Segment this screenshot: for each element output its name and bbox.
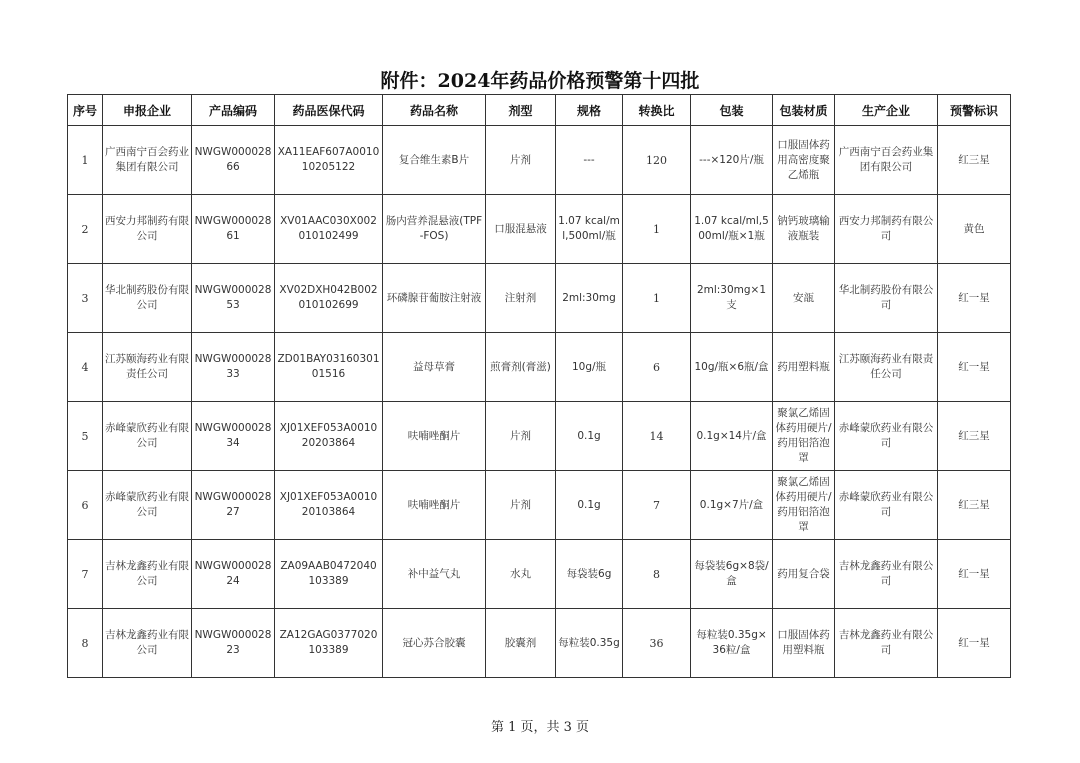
cell-ratio: 8 [623, 540, 691, 609]
page-title: 附件：2024年药品价格预警第十四批 [380, 70, 700, 92]
cell-spec: 2ml:30mg [556, 264, 623, 333]
cell-material: 聚氯乙烯固体药用硬片/药用铝箔泡罩 [773, 402, 835, 471]
cell-drug-name: 呋喃唑酮片 [383, 471, 486, 540]
cell-product-code: NWGW00002833 [192, 333, 275, 402]
header-applicant: 申报企业 [103, 95, 192, 126]
cell-package: 10g/瓶×6瓶/盒 [691, 333, 773, 402]
cell-applicant: 广西南宁百会药业集团有限公司 [103, 126, 192, 195]
cell-applicant: 赤峰蒙欣药业有限公司 [103, 402, 192, 471]
cell-applicant: 西安力邦制药有限公司 [103, 195, 192, 264]
cell-applicant: 吉林龙鑫药业有限公司 [103, 540, 192, 609]
cell-drug-name: 补中益气丸 [383, 540, 486, 609]
table-row [68, 126, 1011, 195]
cell-dosage-form: 片剂 [486, 471, 556, 540]
cell-insurance-code: XV01AAC030X002010102499 [275, 195, 383, 264]
cell-package: 2ml:30mg×1支 [691, 264, 773, 333]
cell-warning: 红一星 [938, 333, 1011, 402]
header-warning: 预警标识 [938, 95, 1011, 126]
cell-dosage-form: 口服混悬液 [486, 195, 556, 264]
cell-insurance-code: XJ01XEF053A001020103864 [275, 471, 383, 540]
header-row [68, 95, 1011, 126]
cell-product-code: NWGW00002824 [192, 540, 275, 609]
cell-drug-name: 肠内营养混悬液(TPF-FOS) [383, 195, 486, 264]
cell-no: 8 [68, 609, 103, 678]
cell-spec: 0.1g [556, 402, 623, 471]
cell-package: 0.1g×7片/盒 [691, 471, 773, 540]
header-no: 序号 [68, 95, 103, 126]
cell-material: 口服固体药用塑料瓶 [773, 609, 835, 678]
cell-manufacturer: 吉林龙鑫药业有限公司 [835, 540, 938, 609]
cell-no: 2 [68, 195, 103, 264]
cell-product-code: NWGW00002853 [192, 264, 275, 333]
cell-ratio: 14 [623, 402, 691, 471]
table-row [68, 333, 1011, 402]
cell-drug-name: 复合维生素B片 [383, 126, 486, 195]
cell-applicant: 江苏颐海药业有限责任公司 [103, 333, 192, 402]
cell-spec: 0.1g [556, 471, 623, 540]
cell-package: 每袋装6g×8袋/盒 [691, 540, 773, 609]
cell-dosage-form: 水丸 [486, 540, 556, 609]
cell-drug-name: 益母草膏 [383, 333, 486, 402]
cell-spec: 每袋装6g [556, 540, 623, 609]
cell-no: 5 [68, 402, 103, 471]
cell-no: 7 [68, 540, 103, 609]
table-row [68, 402, 1011, 471]
cell-insurance-code: ZA12GAG0377020103389 [275, 609, 383, 678]
cell-material: 药用塑料瓶 [773, 333, 835, 402]
cell-dosage-form: 胶囊剂 [486, 609, 556, 678]
cell-drug-name: 环磷腺苷葡胺注射液 [383, 264, 486, 333]
table-row [68, 264, 1011, 333]
page-footer: 第 1 页，共 3 页 [490, 720, 590, 735]
cell-product-code: NWGW00002823 [192, 609, 275, 678]
cell-manufacturer: 广西南宁百会药业集团有限公司 [835, 126, 938, 195]
cell-ratio: 1 [623, 195, 691, 264]
cell-material: 口服固体药用高密度聚乙烯瓶 [773, 126, 835, 195]
table-row [68, 540, 1011, 609]
cell-manufacturer: 吉林龙鑫药业有限公司 [835, 609, 938, 678]
cell-dosage-form: 煎膏剂(膏滋) [486, 333, 556, 402]
cell-ratio: 36 [623, 609, 691, 678]
cell-material: 药用复合袋 [773, 540, 835, 609]
cell-dosage-form: 片剂 [486, 402, 556, 471]
cell-ratio: 6 [623, 333, 691, 402]
cell-ratio: 1 [623, 264, 691, 333]
header-material: 包装材质 [773, 95, 835, 126]
header-ratio: 转换比 [623, 95, 691, 126]
header-package: 包装 [691, 95, 773, 126]
header-dosage-form: 剂型 [486, 95, 556, 126]
cell-warning: 红一星 [938, 609, 1011, 678]
table-row [68, 609, 1011, 678]
cell-insurance-code: XA11EAF607A001010205122 [275, 126, 383, 195]
cell-no: 1 [68, 126, 103, 195]
cell-insurance-code: XV02DXH042B002010102699 [275, 264, 383, 333]
header-drug-name: 药品名称 [383, 95, 486, 126]
cell-product-code: NWGW00002861 [192, 195, 275, 264]
warning-table [67, 94, 1011, 678]
cell-material: 聚氯乙烯固体药用硬片/药用铝箔泡罩 [773, 471, 835, 540]
header-spec: 规格 [556, 95, 623, 126]
cell-drug-name: 冠心苏合胶囊 [383, 609, 486, 678]
cell-insurance-code: ZD01BAY0316030101516 [275, 333, 383, 402]
header-insurance-code: 药品医保代码 [275, 95, 383, 126]
cell-drug-name: 呋喃唑酮片 [383, 402, 486, 471]
cell-spec: --- [556, 126, 623, 195]
table-row [68, 471, 1011, 540]
header-product-code: 产品编码 [192, 95, 275, 126]
cell-warning: 黄色 [938, 195, 1011, 264]
cell-applicant: 华北制药股份有限公司 [103, 264, 192, 333]
cell-package: 每粒装0.35g×36粒/盒 [691, 609, 773, 678]
cell-insurance-code: ZA09AAB0472040103389 [275, 540, 383, 609]
cell-manufacturer: 赤峰蒙欣药业有限公司 [835, 402, 938, 471]
cell-material: 安瓿 [773, 264, 835, 333]
cell-warning: 红三星 [938, 471, 1011, 540]
cell-no: 6 [68, 471, 103, 540]
cell-ratio: 7 [623, 471, 691, 540]
cell-spec: 每粒装0.35g [556, 609, 623, 678]
cell-product-code: NWGW00002834 [192, 402, 275, 471]
cell-ratio: 120 [623, 126, 691, 195]
cell-dosage-form: 注射剂 [486, 264, 556, 333]
cell-package: 0.1g×14片/盒 [691, 402, 773, 471]
cell-no: 3 [68, 264, 103, 333]
cell-no: 4 [68, 333, 103, 402]
cell-insurance-code: XJ01XEF053A001020203864 [275, 402, 383, 471]
cell-warning: 红一星 [938, 540, 1011, 609]
cell-warning: 红一星 [938, 264, 1011, 333]
header-manufacturer: 生产企业 [835, 95, 938, 126]
cell-material: 钠钙玻璃输液瓶装 [773, 195, 835, 264]
cell-manufacturer: 赤峰蒙欣药业有限公司 [835, 471, 938, 540]
cell-warning: 红三星 [938, 402, 1011, 471]
cell-applicant: 吉林龙鑫药业有限公司 [103, 609, 192, 678]
cell-dosage-form: 片剂 [486, 126, 556, 195]
cell-package: ---×120片/瓶 [691, 126, 773, 195]
cell-warning: 红三星 [938, 126, 1011, 195]
table-row [68, 195, 1011, 264]
cell-product-code: NWGW00002866 [192, 126, 275, 195]
cell-manufacturer: 华北制药股份有限公司 [835, 264, 938, 333]
cell-package: 1.07 kcal/ml,500ml/瓶×1瓶 [691, 195, 773, 264]
cell-spec: 10g/瓶 [556, 333, 623, 402]
cell-manufacturer: 西安力邦制药有限公司 [835, 195, 938, 264]
cell-spec: 1.07 kcal/ml,500ml/瓶 [556, 195, 623, 264]
cell-product-code: NWGW00002827 [192, 471, 275, 540]
cell-applicant: 赤峰蒙欣药业有限公司 [103, 471, 192, 540]
cell-manufacturer: 江苏颐海药业有限责任公司 [835, 333, 938, 402]
